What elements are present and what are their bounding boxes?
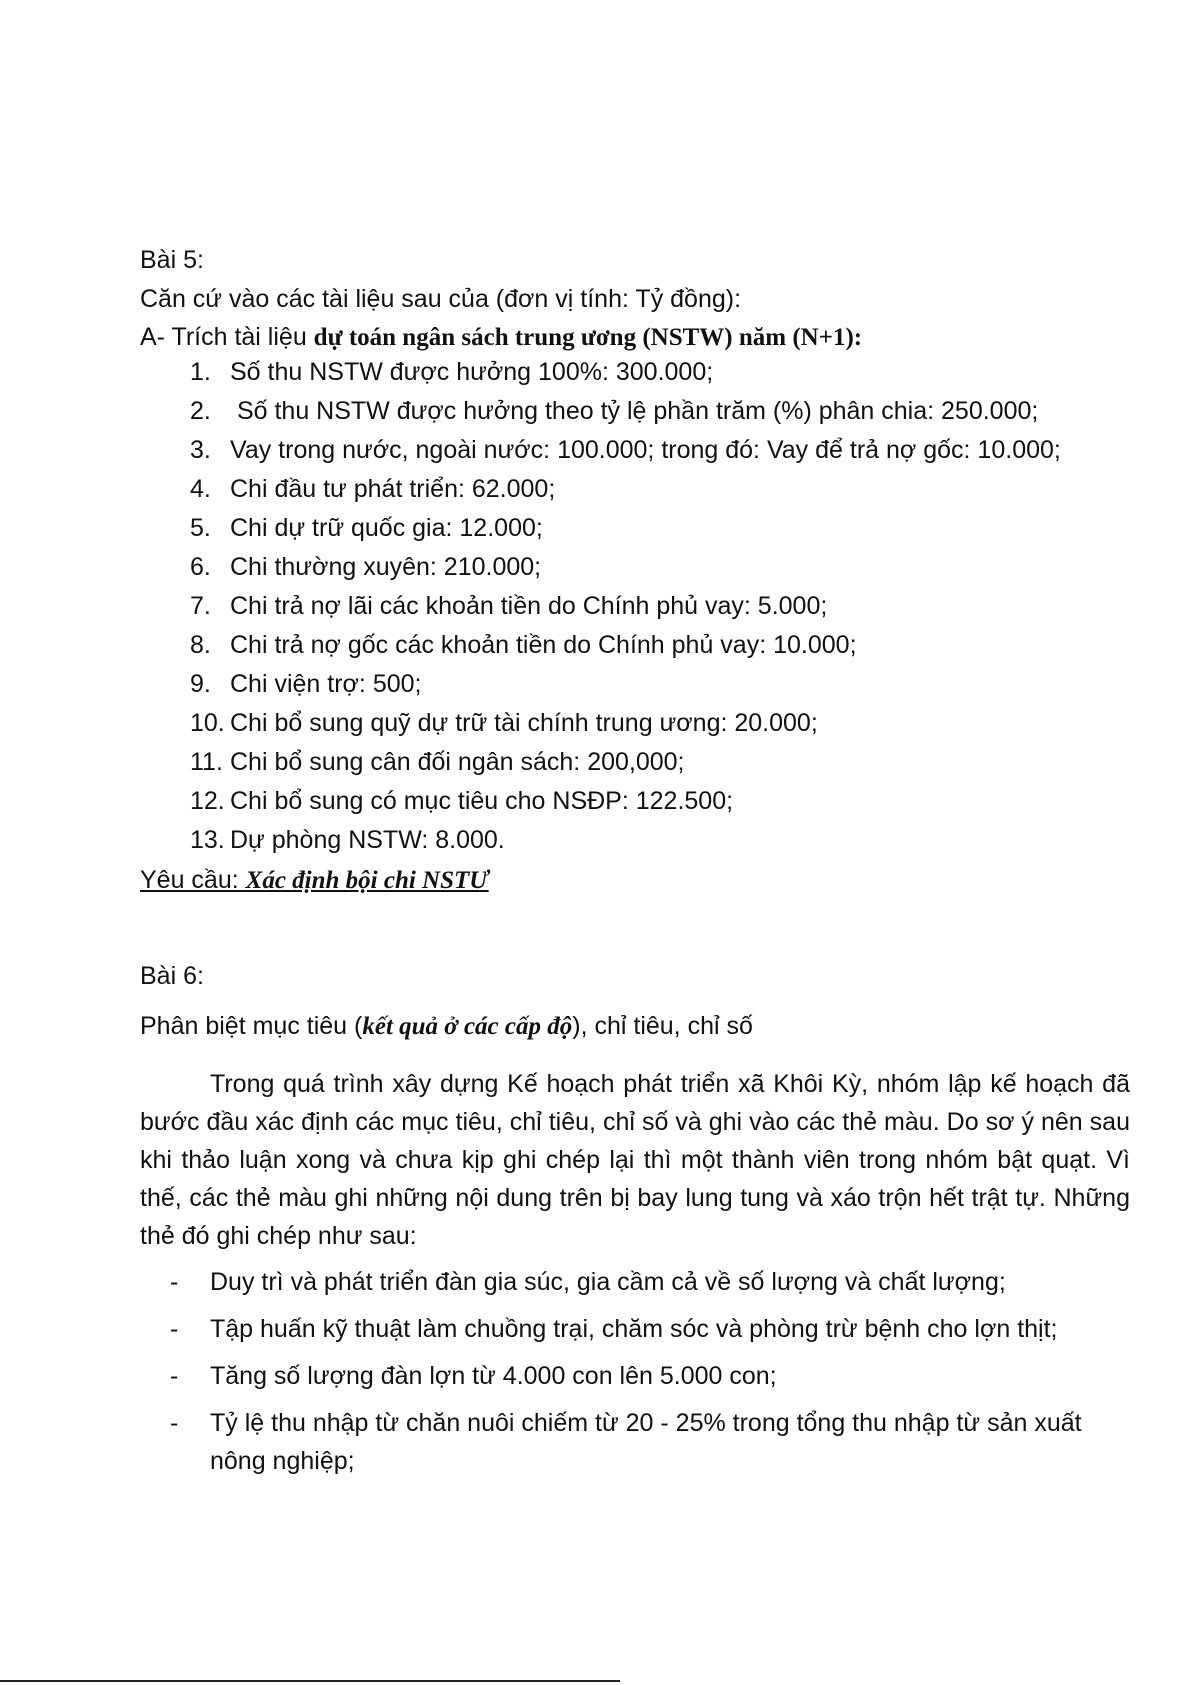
bai5-item-list — [190, 357, 1061, 864]
bai6-card-list — [170, 1263, 1130, 1489]
list-item: - Tập huấn kỹ thuật làm chuồng trại, chăm sóc và phòng trừ bệnh cho lợn thịt; — [170, 1315, 1058, 1343]
list-item: 8. Chi trả nợ gốc các khoản tiền do Chính phủ vay: 10.000; — [190, 631, 857, 659]
requirement-text: Xác định bội chi NSTƯ — [245, 867, 489, 894]
bai5-intro: Căn cứ vào các tài liệu sau của (đơn vị tính: Tỷ đồng): — [140, 285, 742, 313]
list-item: 11. Chi bổ sung cân đối ngân sách: 200,000; — [190, 748, 685, 776]
bai6-title: Bài 6: — [140, 962, 204, 990]
list-item: - Tỷ lệ thu nhập từ chăn nuôi chiếm từ 20 - 25% trong tổng thu nhập từ sản xuất nông nghiệp; — [170, 1409, 1082, 1475]
bai6-subtitle: Phân biệt mục tiêu (kết quả ở các cấp độ), chỉ tiêu, chỉ số — [140, 1012, 753, 1040]
list-item: 13. Dự phòng NSTW: 8.000. — [190, 826, 505, 854]
bai6-paragraph: Trong quá trình xây dựng Kế hoạch phát triển xã Khôi Kỳ, nhóm lập kế hoạch đã bước đầu xác định các mục tiêu, chỉ tiêu, chỉ số và ghi vào các thẻ màu. Do sơ ý nên sau khi thảo luận xong và chưa kịp ghi chép lại thì một thành viên trong nhóm bật quạt. Vì thế, các thẻ màu ghi những nội dung trên bị bay lung tung và xáo trộn hết trật tự. Những thẻ đó ghi chép như sau: — [140, 1070, 1130, 1250]
list-item: 4. Chi đầu tư phát triển: 62.000; — [190, 475, 556, 503]
list-item: 7. Chi trả nợ lãi các khoản tiền do Chính phủ vay: 5.000; — [190, 592, 828, 620]
list-item: 12. Chi bổ sung có mục tiêu cho NSĐP: 122.500; — [190, 787, 734, 815]
requirement-label: Yêu cầu: — [140, 866, 246, 894]
section-a-prefix: A- Trích tài liệu — [140, 323, 314, 351]
list-item: 2. Số thu NSTW được hưởng theo tỷ lệ phần trăm (%) phân chia: 250.000; — [190, 397, 1039, 425]
list-item: - Duy trì và phát triển đàn gia súc, gia cầm cả về số lượng và chất lượng; — [170, 1268, 1006, 1296]
list-item: 10. Chi bổ sung quỹ dự trữ tài chính trung ương: 20.000; — [190, 709, 818, 737]
list-item: - Tăng số lượng đàn lợn từ 4.000 con lên 5.000 con; — [170, 1362, 777, 1390]
list-item: 3. Vay trong nước, ngoài nước: 100.000; trong đó: Vay để trả nợ gốc: 10.000; — [190, 436, 1061, 464]
bai5-section-a — [140, 322, 862, 353]
bai5-requirement — [140, 865, 489, 896]
bai5-title: Bài 5: — [140, 246, 204, 274]
list-item: 5. Chi dự trữ quốc gia: 12.000; — [190, 514, 543, 542]
list-item: 1. Số thu NSTW được hưởng 100%: 300.000; — [190, 358, 714, 386]
footer-rule — [0, 1680, 620, 1682]
list-item: 9. Chi viện trợ: 500; — [190, 670, 422, 698]
section-a-title: dự toán ngân sách trung ương (NSTW) năm (N+1): — [313, 324, 863, 351]
list-item: 6. Chi thường xuyên: 210.000; — [190, 553, 542, 581]
